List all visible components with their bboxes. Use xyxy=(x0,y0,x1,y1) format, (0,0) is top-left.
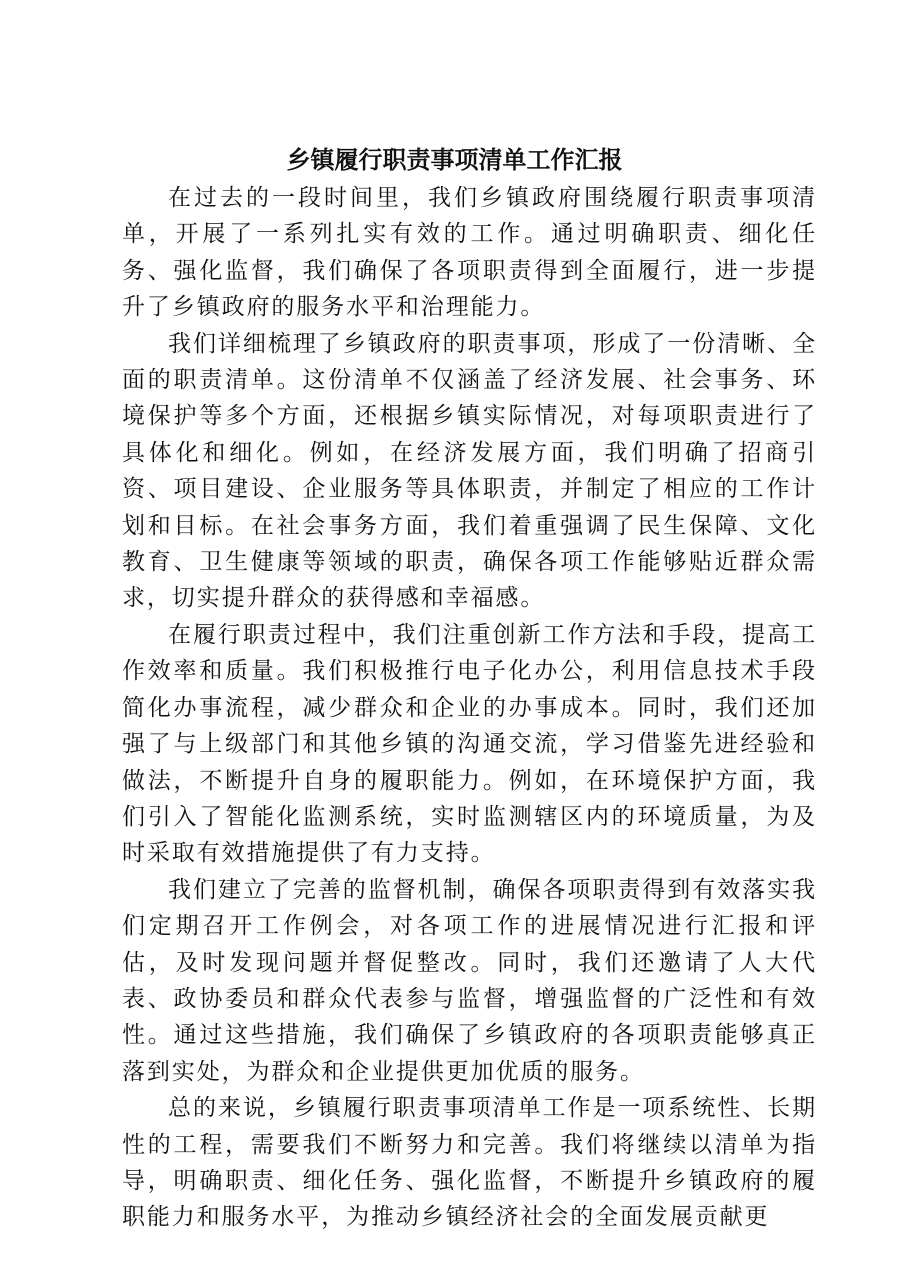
document-title: 乡镇履行职责事项清单工作汇报 xyxy=(286,145,623,174)
paragraph-3: 在履行职责过程中，我们注重创新工作方法和手段，提高工作效率和质量。我们积极推行电子化办公，利用信息技术手段简化办事流程，减少群众和企业的办事成本。同时，我们还加强了与上级部门和其他乡镇的沟通交流，学习借鉴先进经验和做法，不断提升自身的履职能力。例如，在环境保护方面，我们引入了智能化监测系统，实时监测辖区内的环境质量，为及时采取有效措施提供了有力支持。 xyxy=(122,621,817,867)
document-body xyxy=(122,180,817,1236)
paragraph-5: 总的来说，乡镇履行职责事项清单工作是一项系统性、长期性的工程，需要我们不断努力和完善。我们将继续以清单为指导，明确职责、细化任务、强化监督，不断提升乡镇政府的履职能力和服务水平，为推动乡镇经济社会的全面发展贡献更 xyxy=(122,1095,817,1231)
paragraph-4: 我们建立了完善的监督机制，确保各项职责得到有效落实我们定期召开工作例会，对各项工作的进展情况进行汇报和评估，及时发现问题并督促整改。同时，我们还邀请了人大代表、政协委员和群众代表参与监督，增强监督的广泛性和有效性。通过这些措施，我们确保了乡镇政府的各项职责能够真正落到实处，为群众和企业提供更加优质的服务。 xyxy=(122,876,817,1085)
paragraph-2: 我们详细梳理了乡镇政府的职责事项，形成了一份清晰、全面的职责清单。这份清单不仅涵盖了经济发展、社会事务、环境保护等多个方面，还根据乡镇实际情况，对每项职责进行了具体化和细化。例如，在经济发展方面，我们明确了招商引资、项目建设、企业服务等具体职责，并制定了相应的工作计划和目标。在社会事务方面，我们着重强调了民生保障、文化教育、卫生健康等领域的职责，确保各项工作能够贴近群众需求，切实提升群众的获得感和幸福感。 xyxy=(122,330,817,612)
paragraph-1: 在过去的一段时间里，我们乡镇政府围绕履行职责事项清单，开展了一系列扎实有效的工作。通过明确职责、细化任务、强化监督，我们确保了各项职责得到全面履行，进一步提升了乡镇政府的服务水平和治理能力。 xyxy=(122,185,817,321)
